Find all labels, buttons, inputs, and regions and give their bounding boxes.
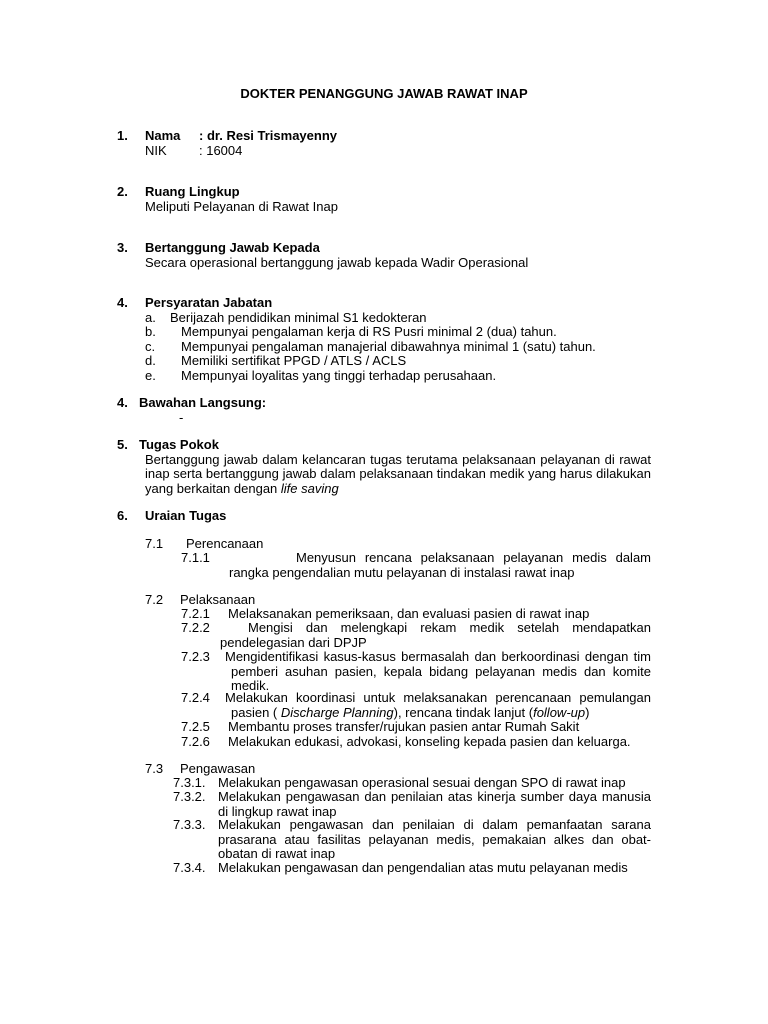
nik-label: NIK: [145, 142, 167, 158]
section-number: 4.: [117, 395, 128, 410]
subsection-number: 7.2: [145, 592, 164, 607]
task-number: 7.3.3.: [173, 817, 206, 832]
task-number: 7.2.2: [181, 620, 210, 635]
list-marker: a.: [145, 309, 156, 325]
section-heading: Ruang Lingkup: [145, 184, 240, 199]
task-number: 7.2.4: [181, 690, 210, 705]
list-marker: b.: [145, 324, 156, 339]
task-item: [181, 650, 651, 694]
list-text: Memiliki sertifikat PPGD / ATLS / ACLS: [181, 353, 407, 368]
name-value: : dr. Resi Trismayenny: [199, 128, 338, 143]
task-text: Melakukan koordinasi untuk melaksanakan perencanaan pemulangan pasien (: [225, 690, 651, 720]
list-item: [145, 311, 651, 326]
list-item: [145, 354, 651, 369]
task-number: 7.3.1.: [173, 775, 206, 790]
section-heading: Tugas Pokok: [139, 437, 219, 452]
task-number: 7.1.1: [181, 550, 210, 565]
subsection-label: Perencanaan: [186, 536, 264, 551]
section-heading: Bawahan Langsung:: [139, 395, 267, 410]
identity-block: [145, 129, 651, 158]
task-text: Mengisi dan melengkapi rekam medik setelah mendapatkan pendelegasian dari DPJP: [220, 620, 651, 650]
section-heading: Uraian Tugas: [145, 508, 227, 523]
name-label: Nama: [145, 128, 181, 143]
task-item: [181, 621, 651, 650]
task-item: [181, 735, 651, 750]
task-item: [181, 720, 651, 735]
duty-text: Bertanggung jawab dalam kelancaran tugas terutama pelaksanaan pelayanan di rawat inap serta bertanggung jawab dalam pelaksanaan tindakan medik yang harus dilakukan yang berkaitan dengan: [145, 451, 651, 496]
duty-italic-text: life saving: [280, 480, 339, 496]
subsection-label: Pelaksanaan: [180, 592, 256, 607]
task-text: Melakukan pengawasan operasional sesuai dengan SPO di rawat inap: [218, 775, 626, 790]
task-text: Melakukan pengawasan dan penilaian atas kinerja sumber daya manusia di lingkup rawat inap: [218, 789, 651, 819]
section-number: 3.: [117, 240, 128, 255]
list-item: [145, 369, 651, 384]
task-number: 7.2.6: [181, 734, 210, 749]
list-item: [145, 340, 651, 355]
section-number: 1.: [117, 128, 128, 143]
task-text: Menyusun rencana pelaksanaan pelayanan medis dalam rangka pengendalian mutu pelayanan di instalasi rawat inap: [229, 550, 651, 580]
task-number: 7.3.2.: [173, 789, 206, 804]
section-text: Meliputi Pelayanan di Rawat Inap: [145, 198, 338, 214]
section-heading: Persyaratan Jabatan: [145, 295, 273, 310]
task-italic-text: Discharge Planning: [280, 704, 394, 720]
task-text: Mengidentifikasi kasus-kasus bermasalah dan berkoordinasi dengan tim pemberi asuhan pasien, kepala bidang pelayanan medis dan komite medik.: [225, 649, 651, 693]
list-text: Mempunyai pengalaman kerja di RS Pusri minimal 2 (dua) tahun.: [181, 324, 557, 339]
list-marker: e.: [145, 367, 156, 383]
list-item: [145, 325, 651, 340]
task-number: 7.2.5: [181, 719, 210, 734]
task-italic-text: follow-up: [533, 704, 586, 720]
task-text: ), rencana tindak lanjut (: [393, 704, 534, 720]
task-item: [181, 551, 651, 580]
section-number: 5.: [117, 437, 128, 452]
section-number: 4.: [117, 295, 128, 310]
list-text: Mempunyai loyalitas yang tinggi terhadap perusahaan.: [181, 367, 497, 383]
nik-value: : 16004: [199, 142, 243, 158]
subsection-number: 7.1: [145, 536, 164, 551]
task-text: Melakukan pengawasan dan penilaian di dalam pemanfaatan sarana prasarana atau fasilitas pelayanan medis, pemakaian alkes dan obat-obatan di rawat inap: [218, 817, 651, 861]
section-number: 2.: [117, 184, 128, 199]
subsection-label: Pengawasan: [180, 761, 256, 776]
section-heading: Bertanggung Jawab Kepada: [145, 240, 320, 255]
list-text: Mempunyai pengalaman manajerial dibawahnya minimal 1 (satu) tahun.: [181, 338, 596, 354]
task-text: Melaksanakan pemeriksaan, dan evaluasi pasien di rawat inap: [228, 606, 590, 621]
task-text: Melakukan pengawasan dan pengendalian atas mutu pelayanan medis: [218, 860, 628, 875]
task-text: ): [585, 704, 590, 720]
task-number: 7.2.1: [181, 606, 210, 621]
task-item: [173, 790, 651, 819]
section-number: 6.: [117, 508, 128, 523]
task-item: [173, 861, 651, 876]
task-number: 7.3.4.: [173, 860, 206, 875]
section-text: Secara operasional bertanggung jawab kepada Wadir Operasional: [145, 254, 529, 270]
list-marker: d.: [145, 353, 156, 368]
task-item: [181, 691, 651, 720]
dash-text: -: [179, 409, 184, 425]
task-number: 7.2.3: [181, 649, 210, 664]
task-item: [173, 818, 651, 862]
section-text: [145, 453, 651, 497]
list-marker: c.: [145, 338, 156, 354]
subsection-number: 7.3: [145, 761, 164, 776]
task-text: Melakukan edukasi, advokasi, konseling kepada pasien dan keluarga.: [228, 734, 631, 749]
task-text: Membantu proses transfer/rujukan pasien antar Rumah Sakit: [228, 719, 580, 734]
document-title: DOKTER PENANGGUNG JAWAB RAWAT INAP: [240, 86, 528, 101]
list-text: Berijazah pendidikan minimal S1 kedokteran: [170, 309, 427, 325]
